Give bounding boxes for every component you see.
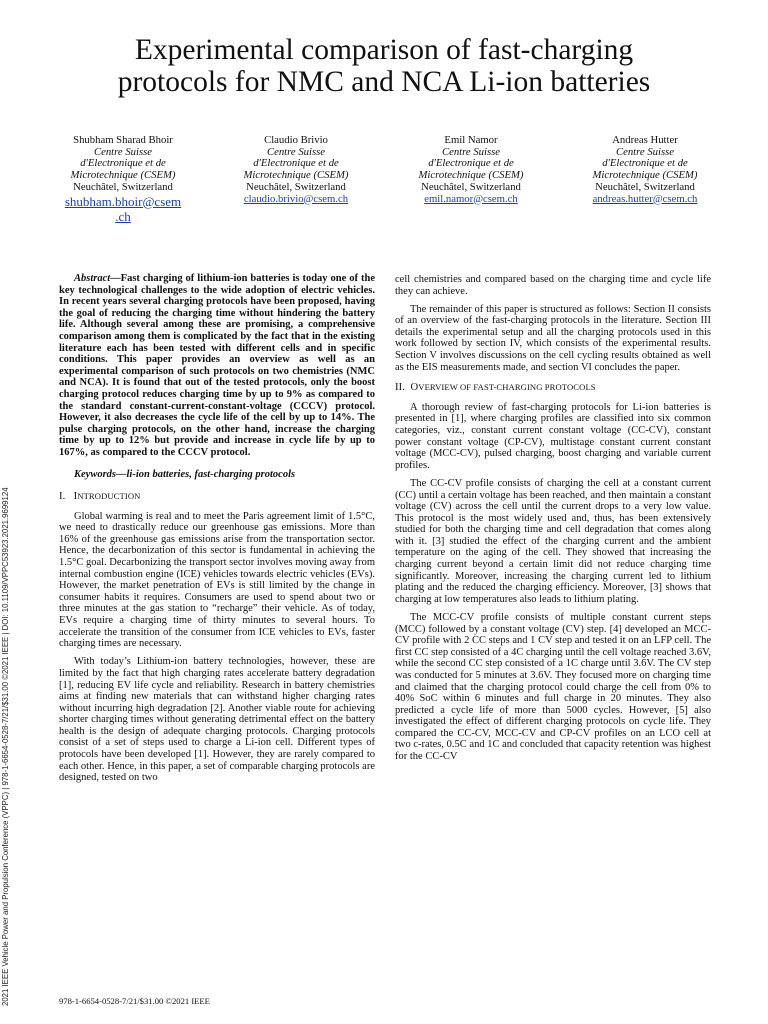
overview-paragraph-2: The CC-CV profile consists of charging the cell at a constant current (CC) until a certain voltage has been reached, and then maintain a constant voltage (CV) across the cell until the current drops to a very low value. This protocol is the most widely used and, thus, has been extensively studied for both the charging time and cell degradation that comes along with it. [3] studied the effect of the charging current and the ambient temperature on the aging of the cell. They showed that increasing the charging current beyond a certain limit did not reduce charging time significantly. Moreover, increasing the charging current led to lithium plating and the reduced the charging efficiency. Moreover, [3] shows that charging at low temperatures also leads to lithium plating. xyxy=(395,477,711,605)
section-title-rest: VERVIEW OF FAST-CHARGING PROTOCOLS xyxy=(418,382,596,393)
author-block-1 xyxy=(34,135,212,224)
author-email-link[interactable]: claudio.brivio@csem.ch xyxy=(243,192,349,205)
abstract-lead: Abstract— xyxy=(74,273,121,284)
author-affiliation: d'Electronique et de xyxy=(428,157,514,170)
intro-paragraph-4: The remainder of this paper is structured as follows: Section II consists of an overview of the fast-charging protocols in the literature. Section III details the experimental setup and all the charging protocols used in this work followed by section IV, which consists of the experimental results. Section V involves discussions on the cell cycling results obtained as well as the EIS measurements made, and section VI concludes the paper. xyxy=(395,303,711,373)
keywords: Keywords—li-ion batteries, fast-charging protocols xyxy=(74,468,296,480)
section-title-rest: NTRODUCTION xyxy=(77,491,141,502)
author-location: Neuchâtel, Switzerland xyxy=(246,180,346,193)
author-affiliation: Microtechnique (CSEM) xyxy=(243,169,349,182)
author-affiliation: Microtechnique (CSEM) xyxy=(592,169,698,182)
author-email-link[interactable]: andreas.hutter@csem.ch xyxy=(592,192,698,205)
overview-paragraph-1: A thorough review of fast-charging protocols for Li-ion batteries is presented in [1], where charging profiles are classified into six common categories, viz., constant current constant voltage (CC-CV), constant power constant voltage (CP-CV), multistage constant current constant voltage (MCC-CV), pulsed charging, boost charging and variable current profiles. xyxy=(395,401,711,471)
author-affiliation: d'Electronique et de xyxy=(602,157,688,170)
author-block-4 xyxy=(556,135,734,205)
title-line-2: protocols for NMC and NCA Li-ion batteries xyxy=(117,66,651,98)
copyright-footer: 978-1-6654-0528-7/21/$31.00 ©2021 IEEE xyxy=(59,996,210,1006)
author-email-link[interactable]: .ch xyxy=(115,208,131,224)
section-title-initial: O xyxy=(410,382,419,394)
section-number: II. xyxy=(395,382,406,394)
author-name: Claudio Brivio xyxy=(264,134,328,146)
author-email-link[interactable]: shubham.bhoir@csem xyxy=(64,193,182,209)
paper-title xyxy=(40,34,728,98)
intro-paragraph-1: Global warming is real and to meet the Paris agreement limit of 1.5°C, we need to drastically reduce our greenhouse gas emissions. More than 16% of the greenhouse gas emissions arise from the transportation sector. Hence, the decarbonization of this sector is fundamental in achieving the 1.5°C goal. Decarbonizing the transport sector involves moving away from internal combustion engine (ICE) vehicles towards electric vehicles (EVs). However, the market penetration of EVs is still limited by the change in consumer habits it requires. Consumers are used to spend about two or three minutes at the gas station to “recharge” their vehicle. As of today, EVs require a charging time of thirty minutes to several hours. To accelerate the transition of the consumer from ICE vehicles to EVs, faster charging times are necessary. xyxy=(59,510,375,650)
author-affiliation: Microtechnique (CSEM) xyxy=(418,169,524,182)
right-column xyxy=(395,274,711,769)
overview-paragraph-3: The MCC-CV profile consists of multiple constant current steps (MCC) followed by a constant voltage (CV) step. [4] developed an MCC-CV profile with 2 CC steps and 1 CV step and tested it on an LFP cell. The first CC step consisted of a 4C charging until the cell voltage reached 3.6V, while the second CC step consisted of a 1C charge until 3.6V. The CV step was conducted for 5 minutes at 3.6V. They focused more on charging time and claimed that the charging protocol could charge the cell from 0% to 40% SoC within 6 minutes and full charge in 20 minutes. They also predicted a cycle life of more than 5000 cycles. However, [5] also investigated the effect of different charging protocols on cycle life. They compared the CC-CV, MCC-CV and CP-CV profiles on an LCO cell at two c-rates, 0.5C and 1C and concluded that capacity retention was highest for the CC-CV xyxy=(395,611,711,763)
intro-paragraph-3: cell chemistries and compared based on the charging time and cycle life they can achieve. xyxy=(395,274,711,297)
section-title-initial: I xyxy=(73,491,78,503)
author-block-3 xyxy=(382,135,560,205)
author-location: Neuchâtel, Switzerland xyxy=(595,180,695,193)
author-name: Shubham Sharad Bhoir xyxy=(73,134,173,146)
author-name: Emil Namor xyxy=(444,134,498,146)
section-heading-introduction xyxy=(59,491,375,503)
author-affiliation: Centre Suisse xyxy=(615,145,675,158)
author-affiliation: d'Electronique et de xyxy=(80,157,166,170)
title-line-1: Experimental comparison of fast-charging xyxy=(134,34,634,66)
author-affiliation: Centre Suisse xyxy=(93,145,153,158)
abstract-text: Fast charging of lithium-ion batteries is today one of the key technological challenges to the wide adoption of electric vehicles. In recent years several charging protocols have been proposed, having the goal of reducing the charging time without hindering the battery life. Although several among these are promising, a comprehensive comparison among them is complicated by the fact that in the existing literature each has been tested with different cells and in specific conditions. This paper provides an overview as well as an experimental comparison of such protocols on two chemistries (NMC and NCA). It is found that out of the tested protocols, only the boost charging protocol reduces charging time by up to 9% as compared to the standard constant-current-constant-voltage (CCCV) protocol. However, it also decreases the cycle life of the cell by up to 14%. The pulse charging protocols, on the other hand, increase the charging time by up to 12% but provide and increase in cycle life by up to 167%, as compared to the CCCV protocol. xyxy=(59,273,375,458)
author-affiliation: Centre Suisse xyxy=(441,145,501,158)
author-location: Neuchâtel, Switzerland xyxy=(421,180,521,193)
author-affiliation: Centre Suisse xyxy=(266,145,326,158)
intro-paragraph-2: With today’s Lithium-ion battery technologies, however, these are limited by the fact that high charging rates accelerate battery degradation [1], reducing EV life cycle and reliability. Research in battery chemistries aims at finding new materials that can withstand higher charging rates without incurring high degradation [2]. Another viable route for achieving shorter charging times without generating detrimental effect on the battery health is the design of adequate charging protocols. Charging protocols consist of a set of steps used to charge a Li-ion cell. Different types of protocols have been developed [1]. However, they are rarely compared to each other. Hence, in this paper, a set of comparable charging protocols are designed, tested on two xyxy=(59,656,375,784)
author-affiliation: d'Electronique et de xyxy=(253,157,339,170)
author-name: Andreas Hutter xyxy=(612,134,678,146)
abstract-paragraph xyxy=(59,273,375,459)
conference-doi-sidebar: 2021 IEEE Vehicle Power and Propulsion Conference (VPPC) | 978-1-6654-0528-7/21/$31.00 ©2021 IEEE | DOI: 10.1109/VPPC53923.2021.9699124 xyxy=(1,487,10,1006)
section-number: I. xyxy=(59,491,66,503)
author-location: Neuchâtel, Switzerland xyxy=(73,180,173,193)
author-email-link[interactable]: emil.namor@csem.ch xyxy=(424,192,518,205)
section-heading-overview xyxy=(395,382,711,394)
author-block-2 xyxy=(207,135,385,205)
left-column xyxy=(59,273,375,790)
author-affiliation: Microtechnique (CSEM) xyxy=(70,169,176,182)
